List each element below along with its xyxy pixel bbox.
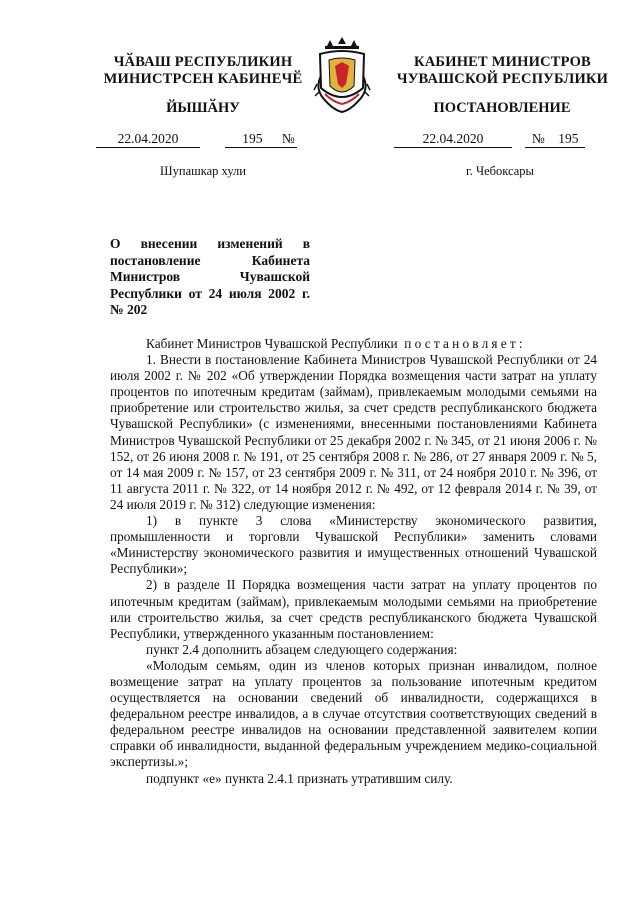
city-right: г. Чебоксары xyxy=(466,164,534,178)
body-paragraph-6: подпункт «е» пункта 2.4.1 признать утратившим силу. xyxy=(146,770,453,786)
number-sign-left: № xyxy=(279,131,297,148)
doc-type-left: ЙЫШӐНУ xyxy=(166,100,240,116)
header-left-line1: ЧӐВАШ РЕСПУБЛИКИН xyxy=(113,54,293,70)
header-right-line1: КАБИНЕТ МИНИСТРОВ xyxy=(414,54,591,70)
date-number-left xyxy=(96,131,297,149)
coat-of-arms-emblem xyxy=(313,36,371,120)
date-left: 22.04.2020 xyxy=(96,131,200,148)
body-paragraph-1: 1. Внести в постановление Кабинета Министров Чувашской Республики от 24 июля 2002 г. № 202 «Об утверждении Порядка возмещения части затрат на уплату процентов по ипотечным кредитам (займам), привлекаемым молодыми семьями на приобретение или строительство жилья, за счет средств республиканского бюджета Чувашской Республики» (с изменениями, внесенными постановлениями Кабинета Министров Чувашской Республики от 25 декабря 2002 г. № 345, от 21 июня 2006 г. № 152, от 26 июня 2008 г. № 191, от 25 сентября 2008 г. № 286, от 27 января 2009 г. № 5, от 14 мая 2009 г. № 157, от 23 сентября 2009 г. № 311, от 24 ноября 2010 г. № 396, от 11 августа 2011 г. № 322, от 14 ноября 2012 г. № 492, от 12 февраля 2014 г. № 39, от 24 июля 2019 г. № 312) следующие изменения: xyxy=(110,352,597,512)
doc-type-right: ПОСТАНОВЛЕНИЕ xyxy=(433,100,571,116)
number-left: 195 xyxy=(225,131,279,148)
header-left-line2: МИНИСТРСЕН КАБИНЕЧӖ xyxy=(103,71,303,87)
body-paragraph-4: пункт 2.4 дополнить абзацем следующего содержания: xyxy=(146,641,458,657)
city-left: Шупашкар хули xyxy=(160,164,246,178)
date-right: 22.04.2020 xyxy=(394,131,512,148)
document-body xyxy=(110,336,597,787)
body-intro xyxy=(110,336,597,352)
header-right-line2: ЧУВАШСКОЙ РЕСПУБЛИКИ xyxy=(396,71,609,87)
number-right: 195 xyxy=(551,131,585,148)
intro-decree-word: постановляет: xyxy=(404,336,526,351)
document-title: О внесении изменений в постановление Кабинета Министров Чувашской Республики от 24 июля 2002 г. № 202 xyxy=(110,236,310,317)
body-paragraph-2: 1) в пункте 3 слова «Министерству экономического развития, промышленности и торговли Чувашской Республики» заменить словами «Министерству экономического развития и имущественных отношений Чувашской Республики»; xyxy=(110,513,597,577)
date-number-right xyxy=(394,131,585,149)
body-paragraph-3: 2) в разделе II Порядка возмещения части затрат на уплату процентов по ипотечным кредитам (займам), привлекаемым молодыми семьями на приобретение или строительство жилья, за счет средств республиканского бюджета Чувашской Республики, утвержденного указанным постановлением: xyxy=(110,577,597,641)
number-sign-right: № xyxy=(525,131,551,148)
header-right-org xyxy=(385,54,620,88)
intro-text: Кабинет Министров Чувашской Республики xyxy=(146,336,398,351)
body-paragraph-5: «Молодым семьям, один из членов которых признан инвалидом, полное возмещение затрат на уплату процентов за пользование ипотечным кредитом осуществляется на основании сведений об инвалидности, содержащихся в федеральном реестре инвалидов, а в случае отсутствия соответствующих сведений в федеральном реестре инвалидов на основании представленной заявителем копии справки об инвалидности, выданной федеральным учреждением медико-социальной экспертизы.»; xyxy=(110,657,597,770)
header-left-org xyxy=(78,54,328,88)
